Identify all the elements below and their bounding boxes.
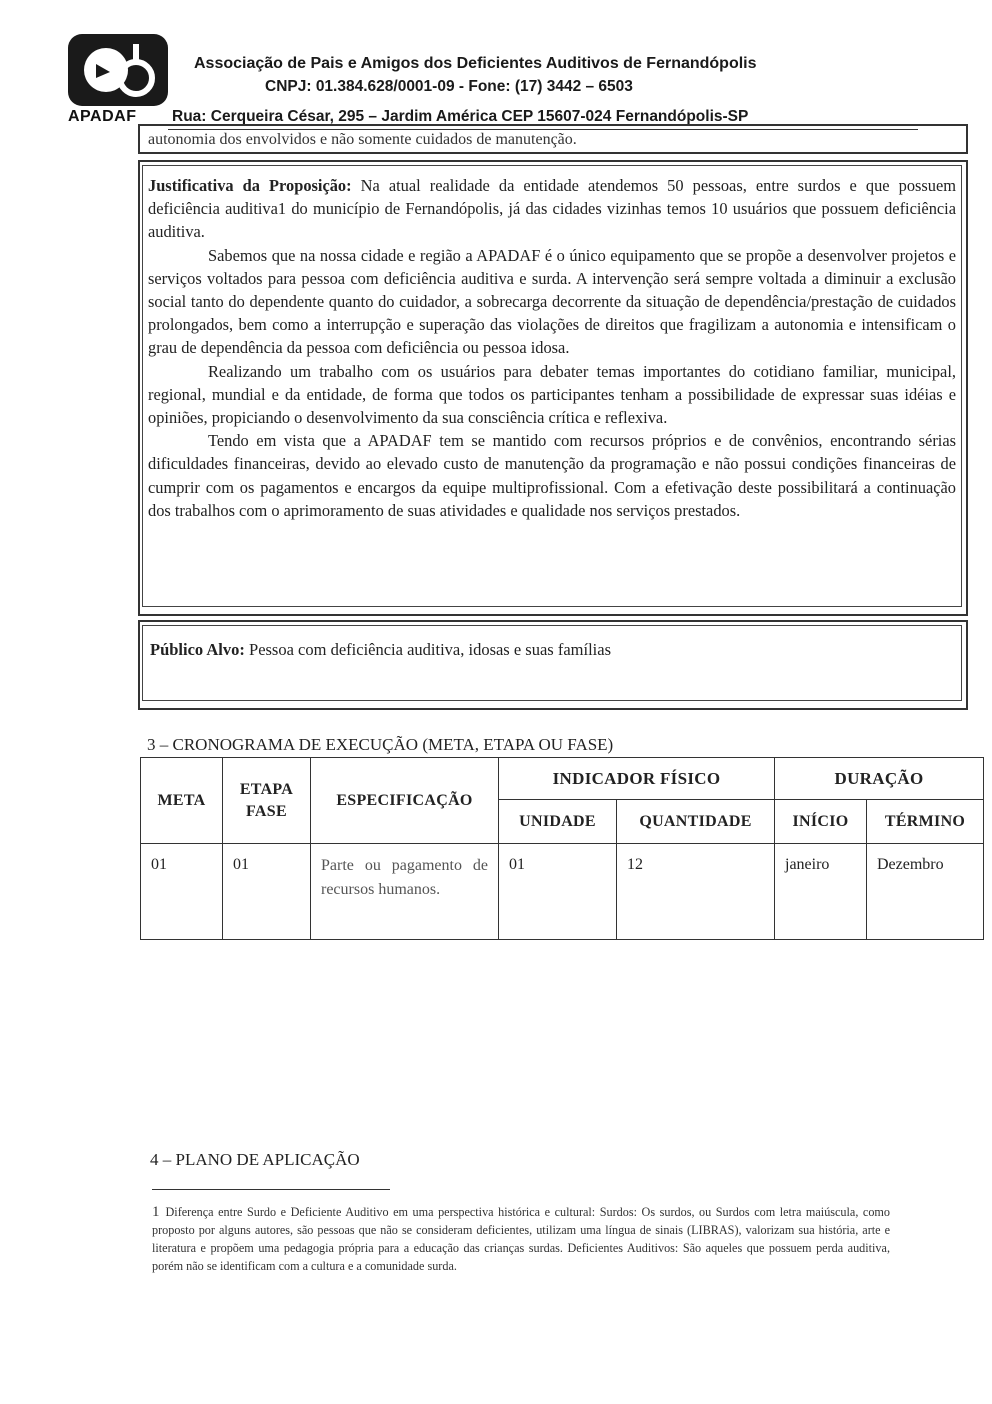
justificativa-p1: Na atual realidade da entidade atendemos 50 pessoas, entre surdos e que possuem deficiência auditiva1 do município de Fernandópolis, já das cidades vizinhas temos 10 usuários que possuem deficiência auditiva. [148, 176, 956, 242]
cell-termino [867, 844, 984, 940]
cell-etapa-value: 01 [233, 856, 249, 873]
cell-inicio-value: janeiro [785, 856, 830, 873]
section3-title: 3 – CRONOGRAMA DE EXECUÇÃO (META, ETAPA OU FASE) [147, 735, 614, 754]
cell-termino-value: Dezembro [877, 856, 944, 873]
cell-quantidade [617, 844, 775, 940]
publico-label: Público Alvo: [150, 640, 245, 659]
cnpj-phone: CNPJ: 01.384.628/0001-09 - Fone: (17) 3442 – 6503 [265, 78, 633, 95]
header-especificacao: ESPECIFICAÇÃO [311, 758, 499, 844]
cell-unidade-value: 01 [509, 856, 525, 873]
apadaf-logo [66, 32, 170, 108]
association-name: Associação de Pais e Amigos dos Deficientes Auditivos de Fernandópolis [194, 55, 757, 72]
cell-quantidade-value: 12 [627, 856, 643, 873]
logo-text: APADAF [68, 108, 137, 125]
cronograma-table [140, 757, 984, 940]
continuation-text: autonomia dos envolvidos e não somente cuidados de manutenção. [148, 131, 577, 148]
cell-etapa [223, 844, 311, 940]
address-line: Rua: Cerqueira César, 295 – Jardim América CEP 15607-024 Fernandópolis-SP [172, 108, 749, 125]
table-row [141, 844, 984, 940]
header-etapa-text: ETAPA FASE [239, 780, 294, 820]
cell-inicio [775, 844, 867, 940]
header-quantidade: QUANTIDADE [617, 800, 775, 844]
cell-especificacao-value: Parte ou pagamento de recursos humanos. [321, 857, 488, 898]
section4-title: 4 – PLANO DE APLICAÇÃO [150, 1150, 360, 1169]
cell-meta-value: 01 [151, 856, 167, 873]
justificativa-section [148, 174, 956, 522]
footnote-rule [152, 1189, 390, 1190]
header-duracao: DURAÇÃO [775, 758, 984, 800]
publico-alvo [150, 640, 611, 660]
cell-meta [141, 844, 223, 940]
justificativa-p3: Realizando um trabalho com os usuários para debater temas importantes do cotidiano familiar, municipal, regional, mundial e da entidade, de forma que todos os participantes tenham a possibilidade de expressar suas idéias e opiniões, propiciando o desenvolvimento da sua consciência crítica e reflexiva. [148, 361, 956, 428]
cell-especificacao [311, 844, 499, 940]
footnote-text: Diferença entre Surdo e Deficiente Auditivo em uma perspectiva histórica e cultural: Surdos: Os surdos, ou Surdos com letra maiúscula, como proposto por alguns autores, são pessoas que não se consideram deficientes, utilizam uma língua de sinais (LIBRAS), valorizam sua história, arte e literatura e propõem uma pedagogia própria para a educação das crianças surdas. Deficientes Auditivos: São aqueles que possuem perda auditiva, porém não se identificam com a cultura e a comunidade surda. [152, 1205, 890, 1273]
header-indicador-fisico: INDICADOR FÍSICO [499, 758, 775, 800]
header-etapa [223, 758, 311, 844]
cell-unidade [499, 844, 617, 940]
header-inicio: INÍCIO [775, 800, 867, 844]
justificativa-label: Justificativa da Proposição: [148, 176, 352, 195]
justificativa-p2: Sabemos que na nossa cidade e região a APADAF é o único equipamento que se propõe a desenvolver projetos e serviços voltados para pessoa com deficiência auditiva e surda. A intervenção será sempre voltada a diminuir a exclusão social tanto do dependente quanto do cuidador, a sobrecarga decorrente da situação de dependência/prestação de cuidados prolongados, bem como a interrupção e superação das violações de direitos que fragilizam a autonomia e intensificam o grau de dependência da pessoa com deficiência ou pessoa idosa. [148, 245, 956, 358]
publico-inner-box [142, 625, 962, 701]
header-termino: TÉRMINO [867, 800, 984, 844]
publico-text: Pessoa com deficiência auditiva, idosas e suas famílias [249, 640, 611, 659]
footnote-number: 1 [152, 1204, 160, 1220]
header-meta: META [141, 758, 223, 844]
header-unidade: UNIDADE [499, 800, 617, 844]
justificativa-p4: Tendo em vista que a APADAF tem se mantido com recursos próprios e de convênios, encontrando sérias dificuldades financeiras, devido ao elevado custo de manutenção da programação e não possui condições financeiras de cumprir com os pagamentos e encargos da equipe multiprofissional. Com a efetivação deste possibilitará a continuação dos trabalhos com o aprimoramento de suas atividades e qualidade nos serviços prestados. [148, 431, 956, 520]
footnote [152, 1203, 890, 1275]
